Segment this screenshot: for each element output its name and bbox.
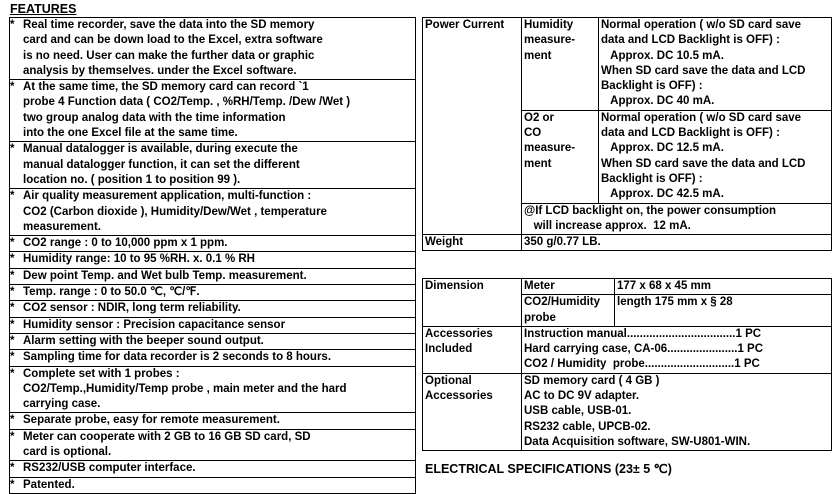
feature-line: carrying case. xyxy=(23,398,101,411)
feature-text: Temp. range : 0 to 50.0 ℃, ℃/℉. xyxy=(23,286,200,299)
feature-line xyxy=(10,350,415,365)
feature-row xyxy=(10,285,416,301)
o2-co-measurement-label xyxy=(522,110,599,203)
feature-line xyxy=(10,367,415,382)
feature-line xyxy=(10,236,415,251)
bullet-star: * xyxy=(10,334,15,347)
bullet-star: * xyxy=(10,253,15,266)
feature-item xyxy=(10,18,416,80)
humidity-spec-line: Backlight is OFF) : xyxy=(601,80,703,93)
optional-label-line: Accessories xyxy=(425,390,493,403)
dimension-accessories-table xyxy=(422,278,832,451)
power-current-label: Power Current xyxy=(423,18,522,235)
bullet-star: * xyxy=(10,414,15,427)
feature-line xyxy=(10,478,415,493)
feature-text: Patented. xyxy=(23,478,75,491)
feature-row xyxy=(10,461,416,477)
humidity-spec-line: data and LCD Backlight is OFF) : xyxy=(601,34,780,47)
feature-text: Real time recorder, save the data into the SD memory xyxy=(23,19,315,31)
feature-row xyxy=(10,18,416,80)
bullet-star: * xyxy=(10,430,15,443)
feature-line xyxy=(10,269,415,284)
dimension-meter-name xyxy=(522,279,615,295)
feature-item xyxy=(10,236,416,252)
dimension-probe-value: length 175 mm x § 28 xyxy=(615,295,832,327)
humidity-spec-line: Approx. DC 10.5 mA. xyxy=(601,49,724,62)
feature-text: RS232/USB computer interface. xyxy=(23,462,196,475)
humidity-measurement-label xyxy=(522,18,599,111)
feature-line: measurement. xyxy=(23,220,101,233)
humidity-label-line: ment xyxy=(524,49,552,62)
feature-text: Separate probe, easy for remote measurement. xyxy=(23,414,280,427)
o2-spec-line: Approx. DC 42.5 mA. xyxy=(601,188,724,201)
optional-item-line: SD memory card ( 4 GB ) xyxy=(524,374,660,387)
feature-item xyxy=(10,252,416,268)
feature-line xyxy=(10,301,415,316)
feature-item xyxy=(10,80,416,142)
feature-item xyxy=(10,429,416,461)
feature-item xyxy=(10,142,416,189)
feature-item xyxy=(10,413,416,429)
feature-text: Alarm setting with the beeper sound output. xyxy=(23,334,264,347)
feature-line: CO2/Temp.,Humidity/Temp probe , main meter and the hard xyxy=(23,382,347,395)
feature-line: CO2 (Carbon dioxide ), Humidity/Dew/Wet , temperature xyxy=(23,205,327,218)
features-table xyxy=(9,17,416,494)
feature-text: Complete set with 1 probes : xyxy=(23,367,180,380)
feature-item xyxy=(10,189,416,236)
features-title: FEATURES xyxy=(10,2,77,16)
backlight-note xyxy=(522,203,832,235)
electrical-specifications-header: ELECTRICAL SPECIFICATIONS (23± 5 ℃) xyxy=(425,462,672,476)
feature-text: Meter can cooperate with 2 GB to 16 GB SD card, SD xyxy=(23,430,311,443)
feature-line xyxy=(10,413,415,428)
o2-label-line: O2 or xyxy=(524,111,555,124)
feature-row xyxy=(10,317,416,333)
feature-text: CO2 sensor : NDIR, long term reliability. xyxy=(23,302,241,315)
accessories-included-label xyxy=(423,326,522,373)
feature-line: probe 4 Function data ( CO2/Temp. , %RH/Temp. /Dew /Wet ) xyxy=(23,96,351,109)
accessory-item-line: Hard carrying case, CA-06......................1 PC xyxy=(524,343,764,356)
feature-line xyxy=(10,80,415,95)
bullet-star: * xyxy=(10,478,15,491)
dimension-name-line: Meter xyxy=(524,280,555,292)
feature-row xyxy=(10,477,416,493)
o2-label-line: CO xyxy=(524,127,542,140)
o2-label-line: measure- xyxy=(524,142,576,155)
bullet-star: * xyxy=(10,269,15,282)
feature-row xyxy=(10,142,416,189)
feature-row xyxy=(10,429,416,461)
bullet-star: * xyxy=(10,351,15,364)
feature-row xyxy=(10,80,416,142)
accessories-label-line: Included xyxy=(425,343,473,356)
feature-item xyxy=(10,477,416,493)
o2-spec-line: Backlight is OFF) : xyxy=(601,172,703,185)
feature-item xyxy=(10,366,416,413)
feature-line: card and can be down load to the Excel, extra software xyxy=(23,34,323,47)
feature-line: into the one Excel file at the same time. xyxy=(23,127,238,140)
feature-row xyxy=(10,252,416,268)
feature-line xyxy=(10,334,415,349)
accessory-item-line: CO2 / Humidity probe............................1 PC xyxy=(524,358,760,371)
humidity-spec-line: Approx. DC 40 mA. xyxy=(601,95,715,108)
dimension-label: Dimension xyxy=(423,279,522,327)
feature-row xyxy=(10,236,416,252)
dimension-meter-value: 177 x 68 x 45 mm xyxy=(615,279,832,295)
feature-line xyxy=(10,318,415,333)
o2-spec-line: Normal operation ( w/o SD card save xyxy=(601,111,802,124)
optional-item-line: USB cable, USB-01. xyxy=(524,405,632,418)
optional-accessories-list xyxy=(522,373,832,450)
feature-line xyxy=(10,189,415,204)
bullet-star: * xyxy=(10,367,15,380)
feature-text: Humidity sensor : Precision capacitance sensor xyxy=(23,318,286,331)
feature-row xyxy=(10,268,416,284)
humidity-spec-line: When SD card save the data and LCD xyxy=(601,64,806,77)
feature-item xyxy=(10,317,416,333)
bullet-star: * xyxy=(10,143,15,156)
weight-label: Weight xyxy=(423,235,522,251)
feature-line: two group analog data with the time information xyxy=(23,111,286,124)
feature-line: card is optional. xyxy=(23,446,112,459)
accessory-item-line: Instruction manual..................................1 PC xyxy=(524,327,762,340)
o2-co-power-spec xyxy=(599,110,832,203)
feature-item xyxy=(10,461,416,477)
power-weight-table xyxy=(422,17,832,251)
feature-row xyxy=(10,301,416,317)
feature-text: Air quality measurement application, multi-function : xyxy=(23,190,312,203)
accessories-included-list xyxy=(522,326,832,373)
dimension-name-line: probe xyxy=(524,311,556,324)
optional-item-line: RS232 cable, UPCB-02. xyxy=(524,420,651,433)
feature-text: Sampling time for data recorder is 2 seconds to 8 hours. xyxy=(23,351,332,364)
feature-text: Humidity range: 10 to 95 %RH. x. 0.1 % RH xyxy=(23,253,255,266)
weight-value: 350 g/0.77 LB. xyxy=(522,235,832,251)
feature-text: At the same time, the SD memory card can record `1 xyxy=(23,81,309,94)
feature-item xyxy=(10,333,416,349)
feature-line: location no. ( position 1 to position 99 ). xyxy=(23,173,241,186)
optional-item-line: Data Acquisition software, SW-U801-WIN. xyxy=(524,435,751,448)
humidity-label-line: measure- xyxy=(524,34,576,47)
optional-item-line: AC to DC 9V adapter. xyxy=(524,390,640,403)
o2-spec-line: Approx. DC 12.5 mA. xyxy=(601,142,724,155)
feature-row xyxy=(10,189,416,236)
optional-label-line: Optional xyxy=(425,374,472,387)
bullet-star: * xyxy=(10,81,15,94)
feature-row xyxy=(10,333,416,349)
accessories-label-line: Accessories xyxy=(425,327,493,340)
feature-row xyxy=(10,413,416,429)
feature-line xyxy=(10,18,415,33)
feature-row xyxy=(10,350,416,366)
feature-text: Manual datalogger is available, during execute the xyxy=(23,143,298,156)
o2-label-line: ment xyxy=(524,157,552,170)
feature-line xyxy=(10,252,415,267)
feature-row xyxy=(10,366,416,413)
backlight-note-line: will increase approx. 12 mA. xyxy=(524,219,691,232)
feature-line xyxy=(10,142,415,157)
feature-line: analysis by themselves. under the Excel software. xyxy=(23,64,297,77)
bullet-star: * xyxy=(10,302,15,315)
backlight-note-line: @If LCD backlight on, the power consumption xyxy=(524,204,777,217)
feature-text: Dew point Temp. and Wet bulb Temp. measurement. xyxy=(23,269,307,282)
optional-accessories-label xyxy=(423,373,522,450)
dimension-name-line: CO2/Humidity xyxy=(524,296,601,309)
bullet-star: * xyxy=(10,462,15,475)
humidity-spec-line: Normal operation ( w/o SD card save xyxy=(601,19,802,31)
bullet-star: * xyxy=(10,318,15,331)
feature-line xyxy=(10,285,415,300)
dimension-probe-name xyxy=(522,295,615,327)
feature-text: CO2 range : 0 to 10,000 ppm x 1 ppm. xyxy=(23,237,228,250)
bullet-star: * xyxy=(10,19,15,31)
feature-item xyxy=(10,268,416,284)
feature-line xyxy=(10,430,415,445)
feature-item xyxy=(10,285,416,301)
humidity-label-line: Humidity xyxy=(524,19,574,31)
bullet-star: * xyxy=(10,237,15,250)
feature-line: is no need. User can make the further data or graphic xyxy=(23,49,315,62)
bullet-star: * xyxy=(10,286,15,299)
o2-spec-line: data and LCD Backlight is OFF) : xyxy=(601,127,780,140)
feature-line: manual datalogger function, it can set the different xyxy=(23,158,300,171)
feature-line xyxy=(10,461,415,476)
feature-item xyxy=(10,301,416,317)
humidity-power-spec xyxy=(599,18,832,111)
feature-item xyxy=(10,350,416,366)
bullet-star: * xyxy=(10,190,15,203)
o2-spec-line: When SD card save the data and LCD xyxy=(601,157,806,170)
